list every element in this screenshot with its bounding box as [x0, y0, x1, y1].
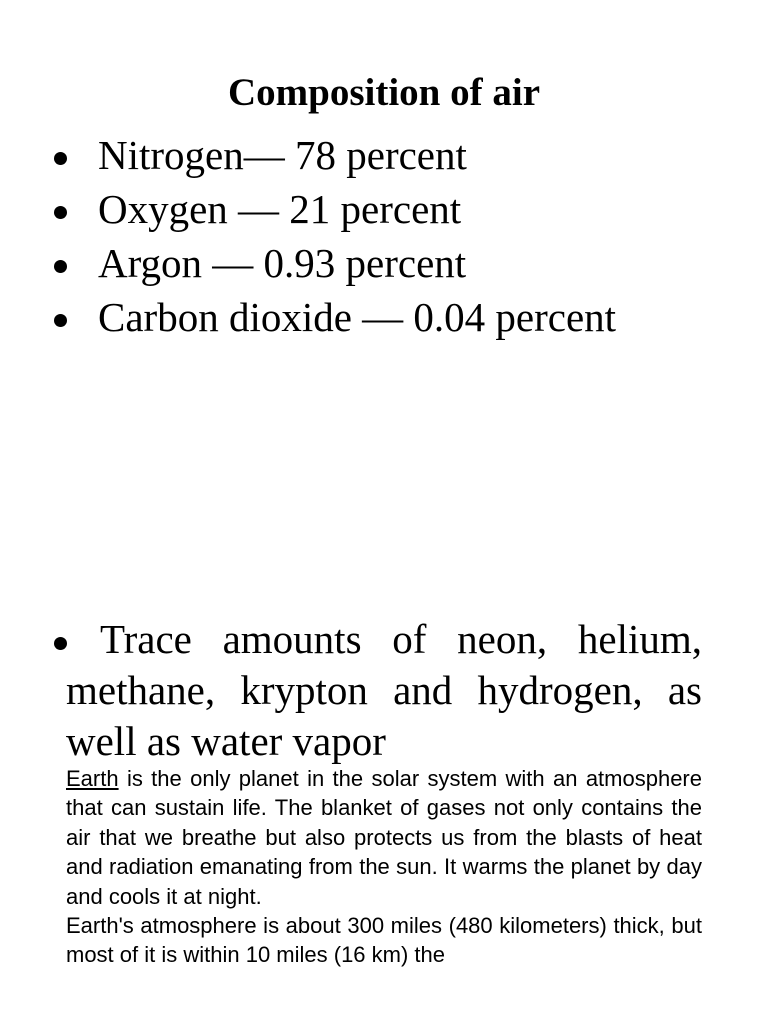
list-item-text: Oxygen — 21 percent	[98, 186, 462, 232]
list-item-text: Carbon dioxide — 0.04 percent	[98, 294, 617, 340]
paragraph-text: is the only planet in the solar system with an atmosphere that can sustain life. The blanket of gases not only contains the air that we breathe but also protects us from the blasts of heat and radiation emanating from the sun. It warms the planet by day and cools it at night.	[66, 766, 702, 909]
paragraph-atmosphere-thickness: Earth's atmosphere is about 300 miles (480 kilometers) thick, but most of it is within 10 miles (16 km) the	[66, 913, 702, 968]
paragraph-earth-atmosphere	[66, 764, 702, 911]
bullet-icon	[54, 637, 67, 650]
list-item-text: Argon — 0.93 percent	[98, 240, 467, 286]
earth-link[interactable]: Earth	[66, 766, 119, 791]
bullet-icon	[54, 314, 67, 327]
composition-list	[0, 128, 768, 344]
trace-gases-item	[66, 614, 702, 767]
list-item-text: Nitrogen— 78 percent	[98, 132, 467, 178]
article-body	[66, 764, 702, 970]
bullet-icon	[54, 206, 67, 219]
bullet-icon	[54, 152, 67, 165]
page-title: Composition of air	[228, 71, 540, 114]
list-item-nitrogen	[0, 128, 768, 182]
trace-gases-text: Trace amounts of neon, helium, methane, krypton and hydrogen, as well as water vapor	[66, 616, 702, 764]
bullet-icon	[54, 260, 67, 273]
list-item-oxygen	[0, 182, 768, 236]
list-item-carbon-dioxide	[0, 290, 768, 344]
list-item-argon	[0, 236, 768, 290]
